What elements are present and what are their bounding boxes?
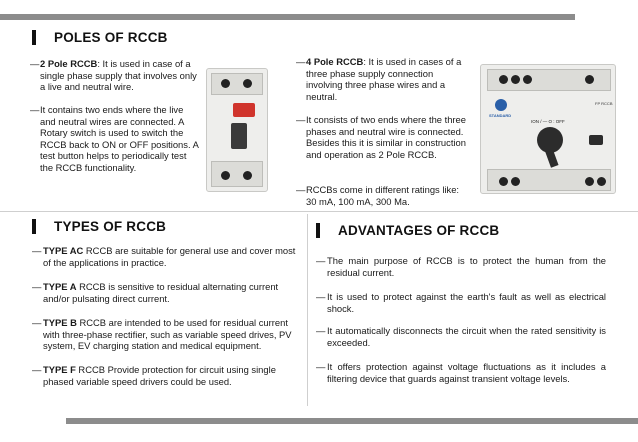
four-pole-description: : It is used in cases of a three phase supply connection involving three phase wires and a neutral. — [306, 56, 462, 102]
advantage-item — [316, 325, 606, 348]
section-divider — [0, 211, 638, 212]
heading-marker — [32, 219, 36, 234]
terminal-screw — [585, 177, 594, 186]
advantages-title: ADVANTAGES OF RCCB — [338, 223, 500, 238]
heading-marker — [32, 30, 36, 45]
terminal-screw — [511, 75, 520, 84]
type-b-description: RCCB are intended to be used for residual current with three-phase rectifier, such as variable speed drives, PV system, EV charging station and medical equipment. — [43, 317, 292, 352]
device-switch-label: ION / — O : OFF — [531, 119, 565, 124]
device-model: FP RCCB — [595, 101, 613, 106]
poles-heading — [32, 30, 168, 45]
brand-logo-icon — [233, 103, 255, 117]
terminal-screw — [499, 75, 508, 84]
types-title: TYPES OF RCCB — [54, 219, 167, 234]
heading-marker — [316, 223, 320, 238]
four-pole-text — [296, 56, 466, 102]
dash: — — [316, 361, 326, 372]
type-ac-text — [32, 245, 302, 268]
dash: — — [296, 114, 306, 125]
two-pole-detail-item — [30, 104, 200, 174]
column-divider — [307, 214, 308, 406]
terminal-screw — [511, 177, 520, 186]
advantage-text: It offers protection against voltage fluctuations as it includes a filtering device that guards against transient voltage levels. — [327, 361, 606, 384]
terminal-screw — [597, 177, 606, 186]
two-pole-item — [30, 58, 198, 93]
test-button — [589, 135, 603, 145]
dash: — — [32, 281, 42, 292]
poles-title: POLES OF RCCB — [54, 30, 168, 45]
dash: — — [316, 325, 326, 336]
dash: — — [32, 364, 42, 375]
advantages-heading — [316, 223, 499, 238]
terminal-block — [211, 161, 263, 187]
four-pole-detail-item — [296, 114, 466, 160]
advantage-text: It is used to protect against the earth's fault as well as electrical shock. — [327, 291, 606, 314]
type-ac-description: RCCB are suitable for general use and cover most of the applications in practice. — [43, 245, 296, 268]
type-a-text — [32, 281, 302, 304]
type-a-name: TYPE A — [43, 281, 77, 292]
type-b-text — [32, 317, 302, 352]
dash: — — [30, 104, 40, 115]
ratings-text: RCCBs come in different ratings like: 30 mA, 100 mA, 300 Ma. — [306, 184, 460, 207]
two-pole-name: 2 Pole RCCB — [40, 58, 98, 69]
terminal-screw — [221, 171, 230, 180]
terminal-screw — [243, 79, 252, 88]
type-f-text — [32, 364, 302, 387]
type-a-item — [32, 281, 302, 304]
dash: — — [30, 58, 40, 69]
type-b-item — [32, 317, 302, 352]
advantage-item — [316, 291, 606, 314]
ratings-item — [296, 184, 466, 207]
terminal-screw — [243, 171, 252, 180]
type-ac-name: TYPE AC — [43, 245, 84, 256]
type-a-description: RCCB is sensitive to residual alternating current and/or pulsating direct current. — [43, 281, 279, 304]
dash: — — [32, 317, 42, 328]
advantage-item — [316, 361, 606, 384]
type-f-description: RCCB Provide protection for circuit using single phased variable speed drivers could be used. — [43, 364, 276, 387]
advantage-text: It automatically disconnects the circuit when the rated sensitivity is exceeded. — [327, 325, 606, 348]
dash: — — [316, 291, 326, 302]
two-pole-description: : It is used in case of a single phase supply that involves only a live and neutral wire. — [40, 58, 197, 93]
terminal-screw — [221, 79, 230, 88]
advantage-item — [316, 255, 606, 278]
type-f-name: TYPE F — [43, 364, 76, 375]
dash: — — [32, 245, 42, 256]
advantage-text: The main purpose of RCCB is to protect the human from the residual current. — [327, 255, 606, 278]
dash: — — [316, 255, 326, 266]
terminal-screw — [499, 177, 508, 186]
four-pole-name: 4 Pole RCCB — [306, 56, 364, 67]
switch-toggle — [231, 123, 247, 149]
four-pole-detail: It consists of two ends where the three phases and neutral wire is connected. Besides this it is similar in construction and operation as 2 Pole RCCB. — [306, 114, 466, 160]
bottom-rule — [66, 418, 638, 424]
brand-logo-icon — [495, 99, 507, 111]
terminal-block — [211, 73, 263, 95]
four-pole-item — [296, 56, 466, 102]
type-b-name: TYPE B — [43, 317, 77, 328]
two-pole-text — [30, 58, 198, 93]
terminal-screw — [523, 75, 532, 84]
type-f-item — [32, 364, 302, 387]
two-pole-detail: It contains two ends where the live and neutral wires are connected. A Rotary switch is used to switch the RCCB back to ON or OFF positions. A test button helps to periodically test the RCCB functionality. — [40, 104, 199, 173]
top-rule — [0, 14, 575, 20]
type-ac-item — [32, 245, 302, 268]
types-heading — [32, 219, 166, 234]
device-brand: STANDARD — [489, 113, 512, 118]
dash: — — [296, 184, 306, 195]
terminal-screw — [585, 75, 594, 84]
dash: — — [296, 56, 306, 67]
four-pole-rccb-image — [480, 64, 616, 194]
two-pole-rccb-image — [206, 68, 268, 192]
